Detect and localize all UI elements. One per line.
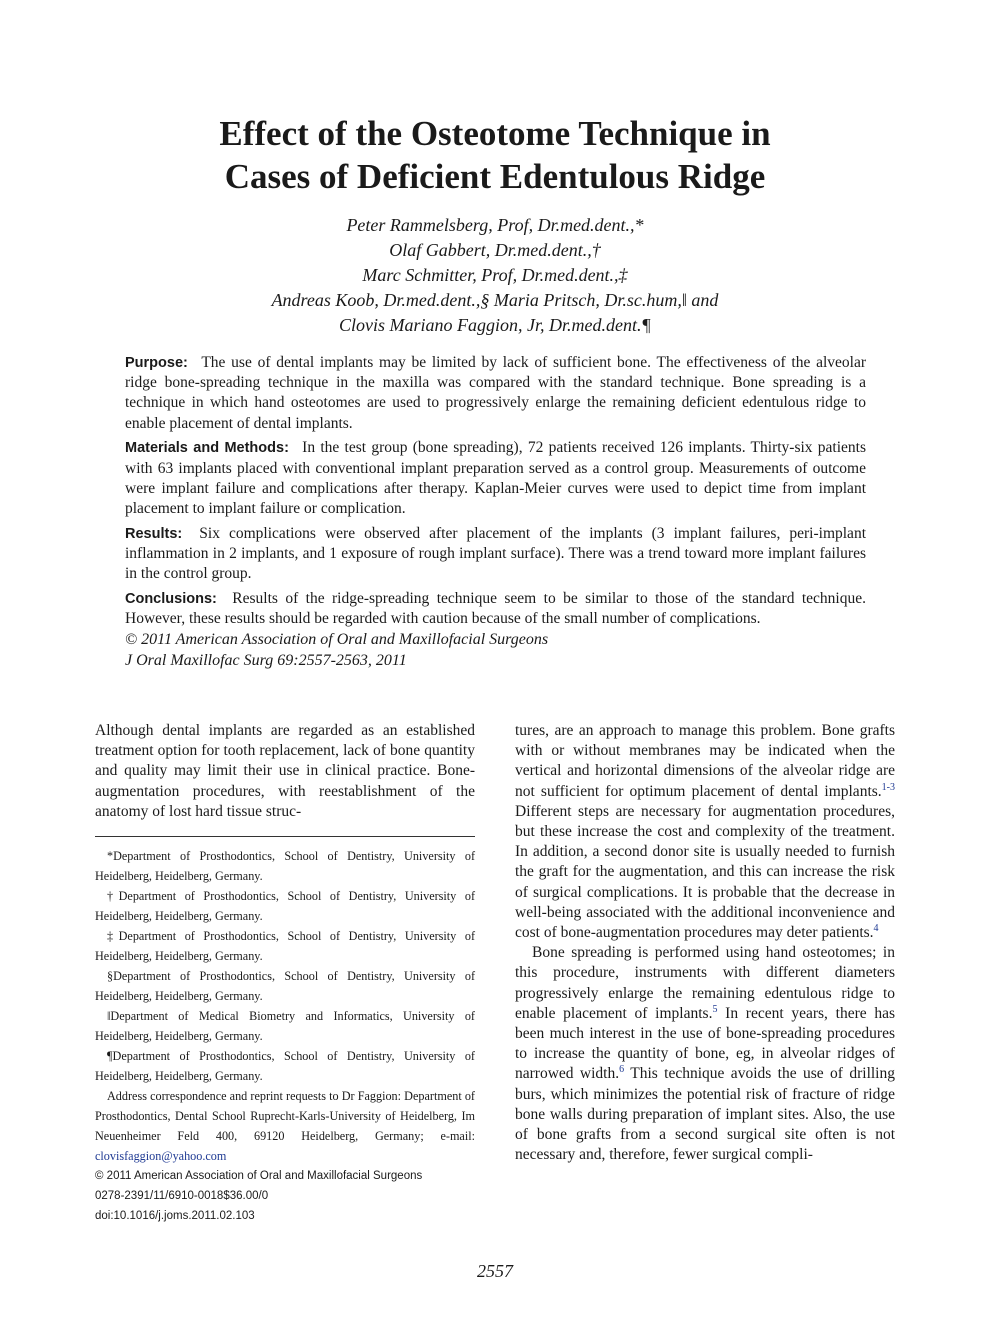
abstract <box>125 353 866 671</box>
author-line-1: Peter Rammelsberg, Prof, Dr.med.dent.,* <box>346 215 644 235</box>
reference-link-5[interactable]: 5 <box>712 1003 718 1015</box>
reference-link-4[interactable]: 4 <box>873 922 879 934</box>
abstract-methods-text: In the test group (bone spreading), 72 patients received 126 implants. Thirty-six patients with 63 implants placed with conventional implant preparation served as a control group. Measurements of outcome were implant failure and complications after therapy. Kaplan-Meier curves were used to depict time from implant placement to implant failure or complication. <box>125 439 866 517</box>
title-line-2: Cases of Deficient Edentulous Ridge <box>224 157 766 196</box>
abstract-results-text: Six complications were observed after placement of the implants (3 implant failures, peri-implant inflammation in 2 implants, and 1 exposure of rough implant surface). There was a trend toward more implant failures in the control group. <box>125 524 866 583</box>
abstract-conclusions <box>125 589 866 629</box>
footnote-affiliation-3: ‡Department of Prosthodontics, School of Dentistry, University of Heidelberg, Heidelberg, Germany. <box>95 929 475 963</box>
right-column-body <box>515 721 895 1165</box>
reference-link-6[interactable]: 6 <box>619 1064 625 1076</box>
footnote-issn: 0278-2391/11/6910-0018$36.00/0 <box>95 1190 269 1202</box>
intro-paragraph: Although dental implants are regarded as an established treatment option for tooth replacement, lack of bone quantity and quality may limit their use in clinical practice. Bone-augmentation procedures, with reestablishment of the anatomy of lost hard tissue struc- <box>95 722 475 820</box>
abstract-methods <box>125 438 866 519</box>
paragraph-bone-spreading-text-c: This technique avoids the use of drilling burs, which minimizes the potential risk of fracture of ridge bone walls during preparation of implant sites. Also, the use of bone grafts from a second surgical site often is not necessary and, therefore, fewer surgical compli- <box>515 1065 895 1164</box>
author-line-4: Andreas Koob, Dr.med.dent.,§ Maria Pritsch, Dr.sc.hum,‖ and <box>271 290 719 310</box>
footnote-affiliation-5: ‖Department of Medical Biometry and Informatics, University of Heidelberg, Heidelberg, Germany. <box>95 1009 475 1043</box>
paragraph-augmentation-text-b: Different steps are necessary for augmentation procedures, but these increase the cost and complexity of the treatment. In addition, a second donor site is usually needed to furnish the graft for the augmentation, and this can increase the risk of surgical complications. It is probable that the decrease in well-being associated with the additional inconvenience and cost of bone-augmentation procedures may deter patients. <box>515 802 895 942</box>
footnote-divider <box>95 836 475 837</box>
footnote-affiliation-2: †Department of Prosthodontics, School of Dentistry, University of Heidelberg, Heidelberg, Germany. <box>95 889 475 923</box>
journal-citation: J Oral Maxillofac Surg 69:2557-2563, 2011 <box>125 652 407 670</box>
footnote-correspondence <box>95 1086 475 1166</box>
paragraph-bone-spreading <box>515 943 895 1165</box>
author-line-5: Clovis Mariano Faggion, Jr, Dr.med.dent.¶ <box>339 315 651 335</box>
email-link[interactable]: clovisfaggion@yahoo.com <box>95 1149 227 1163</box>
article-title <box>95 112 895 198</box>
abstract-copyright: © 2011 American Association of Oral and Maxillofacial Surgeons <box>125 631 549 649</box>
footnote-affiliation-6: ¶Department of Prosthodontics, School of Dentistry, University of Heidelberg, Heidelberg, Germany. <box>95 1049 475 1083</box>
title-line-1: Effect of the Osteotome Technique in <box>219 114 771 153</box>
footnote-affiliation-1: *Department of Prosthodontics, School of Dentistry, University of Heidelberg, Heidelberg, Germany. <box>95 849 475 883</box>
correspondence-address: Address correspondence and reprint requests to Dr Faggion: Department of Prosthodontics, Dental School Ruprecht-Karls-University of Heidelberg, Im Neuenheimer Feld 400, 69120 Heidelberg, Germany; e-mail: <box>95 1089 475 1143</box>
abstract-purpose <box>125 353 866 434</box>
abstract-results <box>125 524 866 585</box>
paragraph-augmentation-text-a: tures, are an approach to manage this problem. Bone grafts with or without membranes may be indicated when the vertical and horizontal dimensions of the alveolar ridge are not sufficient for optimum placement of dental implants. <box>515 722 895 800</box>
reference-link-1-3[interactable]: 1-3 <box>881 781 895 793</box>
abstract-results-heading: Results: <box>125 525 183 542</box>
author-line-2: Olaf Gabbert, Dr.med.dent.,† <box>389 240 601 260</box>
author-line-3: Marc Schmitter, Prof, Dr.med.dent.,‡ <box>362 265 628 285</box>
abstract-purpose-text: The use of dental implants may be limited by lack of sufficient bone. The effectiveness of the alveolar ridge bone-spreading technique in the maxilla was compared with the standard technique. Bone spreading is a technique in which hand osteotomes are used to progressively enlarge the remaining deficient edentulous ridge to enable placement of dental implants. <box>125 354 866 432</box>
abstract-purpose-heading: Purpose: <box>125 355 188 371</box>
left-column-body <box>95 721 475 822</box>
paragraph-bone-spreading-text-a: Bone spreading is performed using hand osteotomes; in this procedure, instruments with different diameters progressively enlarge the remaining edentulous ridge to enable placement of implants. <box>515 944 895 1022</box>
paragraph-augmentation <box>515 721 895 943</box>
paragraph-bone-spreading-text-b: In recent years, there has been much interest in the use of bone-spreading procedures to increase the quantity of bone, eg, in alveolar ridges of narrowed width. <box>515 1004 895 1083</box>
abstract-conclusions-heading: Conclusions: <box>125 590 217 607</box>
footnotes <box>95 846 475 1226</box>
author-list <box>95 213 895 338</box>
abstract-conclusions-text: Results of the ridge-spreading technique seem to be similar to those of the standard technique. However, these results should be regarded with caution because of the small number of complications. <box>125 589 866 627</box>
footnote-doi[interactable]: doi:10.1016/j.joms.2011.02.103 <box>95 1210 255 1222</box>
footnote-affiliation-4: §Department of Prosthodontics, School of Dentistry, University of Heidelberg, Heidelberg, Germany. <box>95 969 475 1003</box>
abstract-methods-heading: Materials and Methods: <box>125 440 289 457</box>
page-number: 2557 <box>477 1261 513 1281</box>
footnote-copyright: © 2011 American Association of Oral and Maxillofacial Surgeons <box>95 1170 423 1182</box>
